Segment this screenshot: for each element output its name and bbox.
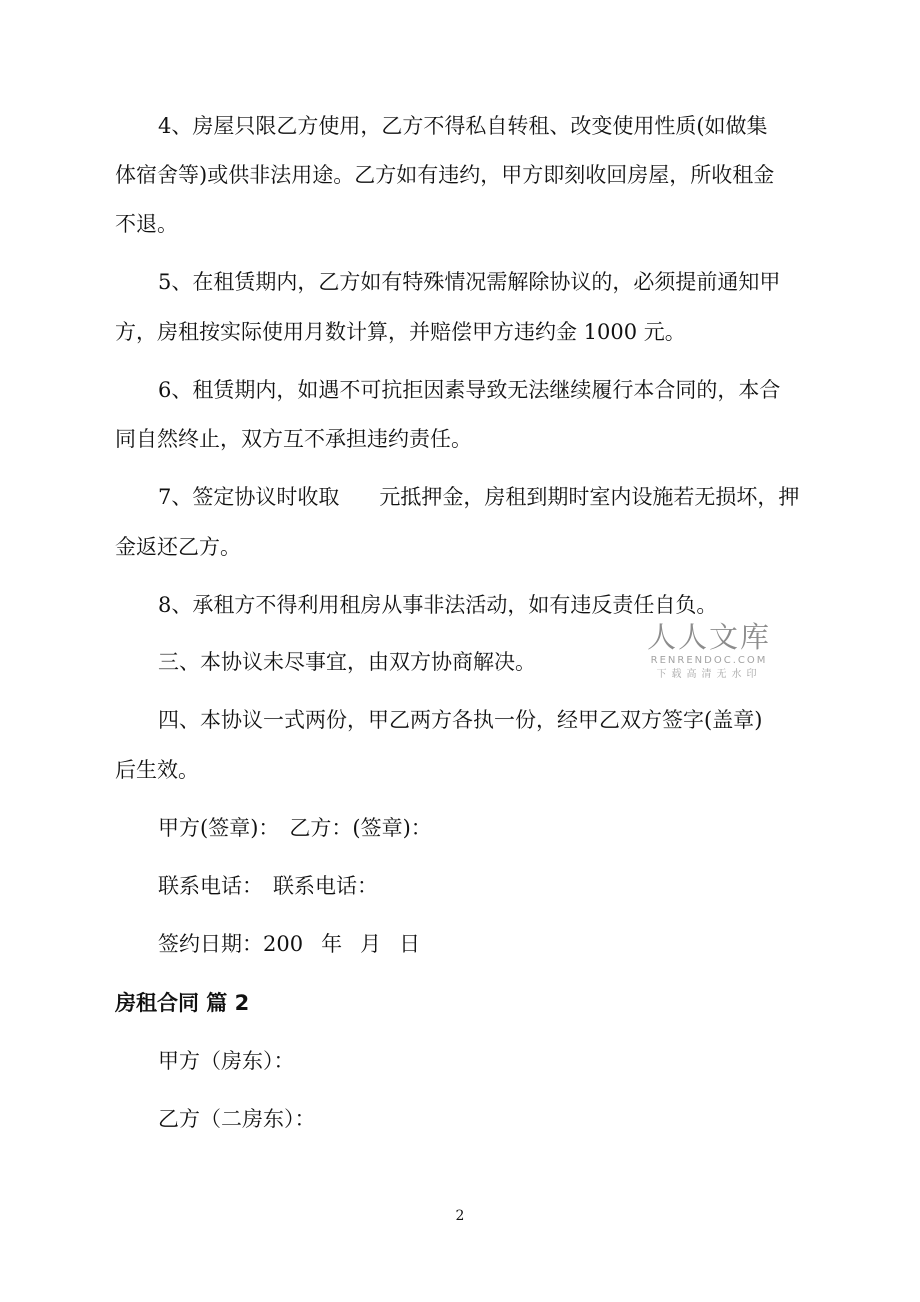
article-4-line-2: 后生效。 [115,758,199,782]
signing-date-label: 签约日期：200 [158,932,304,956]
signing-date [158,930,420,958]
landlord-label: 甲方（房东）： [158,1049,295,1073]
party-a-phone-label: 联系电话： [158,874,263,898]
section-2-heading: 房租合同 篇 2 [115,991,250,1015]
article-3: 三、本协议未尽事宜，由双方协商解决。 [158,650,536,674]
clause-4-line-3: 不退。 [115,212,178,236]
clause-8: 8、承租方不得利用租房从事非法活动，如有违反责任自负。 [158,593,718,617]
signing-date-day: 日 [399,932,421,956]
party-b-phone-label: 联系电话： [273,874,378,898]
clause-4-line-2: 体宿舍等)或供非法用途。乙方如有违约，甲方即刻收回房屋，所收租金 [115,163,775,187]
clause-4-line-1: 4、房屋只限乙方使用，乙方不得私自转租、改变使用性质(如做集 [158,114,768,138]
clause-5-line-2: 方，房租按实际使用月数计算，并赔偿甲方违约金 1000 元。 [115,320,686,344]
party-b-signature-label: 乙方：(签章)： [289,816,432,840]
sublessor-label: 乙方（二房东）： [158,1107,316,1131]
clause-6-line-2: 同自然终止，双方互不承担违约责任。 [115,427,472,451]
watermark-url: RENRENDOC.COM [650,655,768,666]
clause-7-line-2: 金返还乙方。 [115,535,241,559]
clause-7-line-1 [158,483,799,511]
party-a-signature-label: 甲方(签章)： [158,816,280,840]
watermark [644,620,774,682]
signature-parties [158,814,432,842]
watermark-title: 人人文库 [646,620,771,654]
signing-date-month: 月 [360,932,382,956]
signing-date-year: 年 [321,932,343,956]
contact-phones [158,872,378,900]
clause-7-text-before-blank: 7、签定协议时收取 [158,485,340,509]
article-4-line-1: 四、本协议一式两份，甲乙两方各执一份，经甲乙双方签字(盖章) [158,708,763,732]
clause-6-line-1: 6、租赁期内，如遇不可抗拒因素导致无法继续履行本合同的，本合 [158,378,781,402]
clause-5-line-1: 5、在租赁期内，乙方如有特殊情况需解除协议的，必须提前通知甲 [158,270,781,294]
clause-7-text-after-blank: 元抵押金，房租到期时室内设施若无损坏，押 [379,485,800,509]
watermark-subtitle: 下载高清无水印 [656,669,762,680]
page-number: 2 [455,1208,465,1224]
